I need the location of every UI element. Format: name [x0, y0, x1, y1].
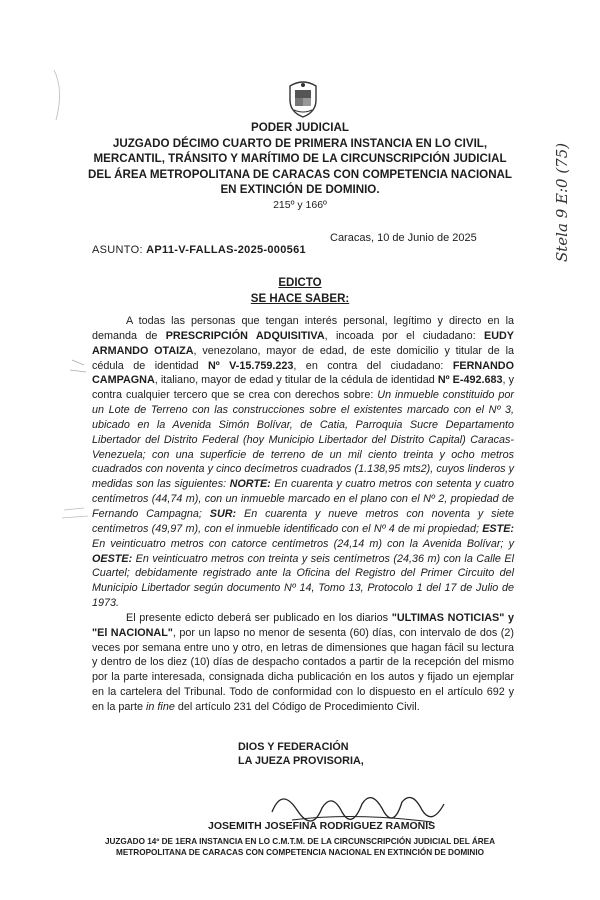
header-line-6: 215º y 166º	[273, 198, 327, 211]
asunto-label: ASUNTO:	[92, 244, 143, 256]
footer-line-1: JUZGADO 14º DE 1ERA INSTANCIA EN LO C.M.T.M. DE LA CIRCUNSCRIPCIÓN JUDICIAL DEL ÁREA	[104, 837, 496, 846]
paragraph-2: El presente edicto deberá ser publicado en los diarios "ULTIMAS NOTICIAS" y "El NACIONAL", por un lapso no menor de sesenta (60) días, con intervalo de dos (2) veces por semana entre uno y otro, en letras de dimensiones que hagan fácil su lectura y dentro de los diez (10) días de despacho contados a partir de la recepción del mismo por la parte interesada, consignada dicha publicación en los autos y fijado un ejemplar en la cartelera del Tribunal. Todo de conformidad con lo dispuesto en el artículo 692 y en la parte in fine del artículo 231 del Código de Procedimiento Civil.	[92, 611, 514, 713]
closing-line-2: LA JUEZA PROVISORIA,	[238, 755, 364, 767]
footer-line-2: METROPOLITANA DE CARACAS CON COMPETENCIA NACIONAL EN EXTINCIÓN DE DOMINIO	[116, 848, 484, 857]
place-date: Caracas, 10 de Junio de 2025	[330, 232, 477, 244]
header-line-3: MERCANTIL, TRÁNSITO Y MARÍTIMO DE LA CIRCUNSCRIPCIÓN JUDICIAL	[93, 152, 507, 165]
title-edicto: EDICTO	[278, 277, 322, 289]
edict-body	[92, 314, 514, 715]
asunto-code: AP11-V-FALLAS-2025-000561	[146, 244, 306, 256]
signer-name: JOSEMITH JOSEFINA RODRIGUEZ RAMONIS	[208, 820, 436, 832]
footer-stamp	[80, 836, 520, 858]
closing-block	[238, 740, 364, 768]
coat-of-arms-seal	[286, 80, 320, 118]
header-line-4: DEL ÁREA METROPOLITANA DE CARACAS CON COMPETENCIA NACIONAL	[87, 167, 513, 181]
header-line-5: EN EXTINCIÓN DE DOMINIO.	[220, 183, 380, 196]
closing-line-1: DIOS Y FEDERACIÓN	[238, 741, 349, 753]
side-note-text: Stela 9 E:0 (75)	[553, 142, 571, 262]
header-line-2: JUZGADO DÉCIMO CUARTO DE PRIMERA INSTANCIA EN LO CIVIL,	[112, 136, 488, 150]
title-se-hace-saber: SE HACE SABER:	[250, 293, 350, 305]
handwritten-side-note	[527, 114, 587, 264]
case-reference	[92, 244, 306, 256]
court-header	[80, 120, 520, 213]
header-line-1: PODER JUDICIAL	[251, 121, 349, 134]
paragraph-1: A todas las personas que tengan interés personal, legítimo y directo en la demanda de PRESCRIPCIÓN ADQUISITIVA, incoada por el ciudadano: EUDY ARMANDO OTAIZA, venezolano, mayor de edad, de este domicilio y titular de la cédula de identidad Nº V-15.759.223, en contra del ciudadano: FERNANDO CAMPAGNA, italiano, mayor de edad y titular de la cédula de identidad Nº E-492.683, y contra cualquier tercero que se crea con derechos sobre: Un inmueble constituido por un Lote de Terreno con las construcciones sobre el existentes marcado con el Nº 3, ubicado en la Avenida Simón Bolívar, de Catia, Parroquia Sucre Departamento Libertador del Distrito Federal (hoy Municipio Libertador del Distrito Capital) Caracas-Venezuela; con una superficie de terreno de un mil ciento treinta y ocho metros cuadrados con noventa y cinco decímetros cuadrados (1.138,95 mts2), cuyos linderos y medidas son las siguientes: NORTE: En cuarenta y cuatro metros con setenta y cuatro centímetros (44,74 m), con un inmueble marcado en el plano con el Nº 2, propiedad de Fernando Campagna; SUR: En cuarenta y nueve metros con noventa y siete centímetros (49,97 m), con el inmueble identificado con el Nº 4 de mi propiedad; ESTE: En veinticuatro metros con catorce centímetros (24,14 m) con la Avenida Bolívar; y OESTE: En veinticuatro metros con treinta y seis centímetros (24,36 m) con la Calle El Cuartel; debidamente registrado ante la Oficina del Registro del Primer Circuito del Municipio Libertador según documento Nº 14, Tomo 13, Protocolo 1 del 17 de Julio de 1973.	[92, 315, 514, 610]
